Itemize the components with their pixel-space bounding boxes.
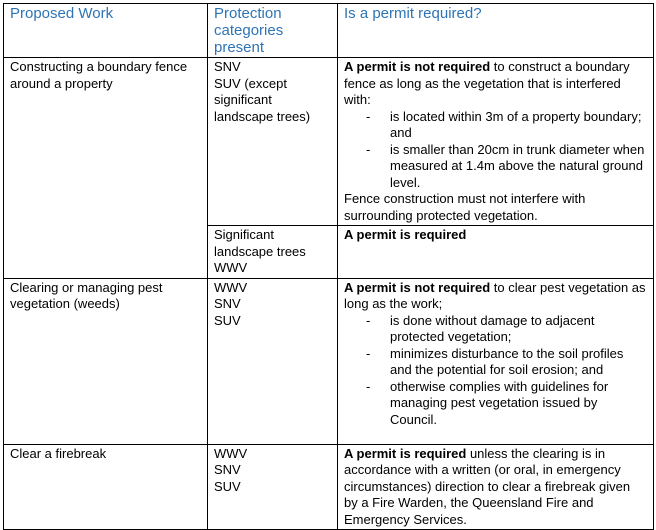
category-item: WWV: [214, 279, 248, 295]
condition-list: [344, 313, 647, 429]
permit-table: [3, 3, 654, 530]
permit-status: A permit is required: [344, 445, 467, 461]
header-permit-required: Is a permit required?: [338, 4, 654, 58]
permit-cell: [338, 444, 654, 530]
header-proposed-work: Proposed Work: [4, 4, 208, 58]
condition-item: [362, 109, 647, 142]
work-cell: [4, 58, 208, 279]
category-item: SNV: [214, 59, 241, 74]
condition-list: [344, 109, 647, 192]
table-row: [4, 278, 654, 444]
table-row: [4, 444, 654, 530]
permit-lead: [344, 59, 647, 109]
work-label: Clearing or managing pest vegetation (weeds): [10, 279, 163, 311]
work-cell: [4, 278, 208, 444]
dash-bullet: -: [366, 378, 371, 394]
condition-text: is smaller than 20cm in trunk diameter when measured at 1.4m above the natural ground level.: [390, 141, 645, 190]
condition-item: [362, 313, 647, 346]
category-item: SUV: [214, 478, 241, 494]
categories-cell: [208, 58, 338, 226]
table-header-row: [4, 4, 654, 58]
permit-status: A permit is not required: [344, 59, 491, 74]
work-cell: [4, 444, 208, 530]
permit-cell: [338, 58, 654, 226]
condition-text: otherwise complies with guidelines for managing pest vegetation issued by Council.: [390, 378, 609, 427]
category-item: SUV (except significant landscape trees): [214, 75, 311, 124]
permit-note: Fence construction must not interfere with surrounding protected vegetation.: [344, 191, 586, 223]
condition-text: is done without damage to adjacent protected vegetation;: [390, 312, 595, 344]
dash-bullet: -: [366, 312, 371, 328]
condition-text: minimizes disturbance to the soil profiles and the potential for soil erosion; and: [390, 345, 624, 377]
category-item: WWV: [214, 260, 248, 275]
table-row: [4, 58, 654, 226]
dash-bullet: -: [366, 345, 371, 361]
permit-lead: [344, 280, 647, 313]
header-protection-categories: Protection categories present: [208, 4, 338, 58]
categories-cell: [208, 444, 338, 530]
categories-cell: [208, 226, 338, 279]
permit-cell: [338, 226, 654, 279]
dash-bullet: -: [366, 108, 371, 124]
condition-item: [362, 379, 647, 429]
permit-condition: unless the clearing is in accordance with a written (or oral, in emergency circumstances) direction to clear a firebreak given by a Fire Warden, the Queensland Fire and Emergency Services.: [344, 445, 631, 527]
condition-item: [362, 142, 647, 192]
permit-status: A permit is required: [344, 227, 467, 242]
condition-item: [362, 346, 647, 379]
work-label: Clear a firebreak: [10, 445, 107, 461]
category-item: SNV: [214, 462, 241, 477]
permit-condition: to clear pest vegetation as long as the work;: [344, 279, 646, 311]
category-item: SUV: [214, 312, 241, 328]
condition-text: is located within 3m of a property boundary; and: [390, 108, 642, 140]
category-item: WWV: [214, 445, 248, 461]
category-item: SNV: [214, 296, 241, 311]
dash-bullet: -: [366, 141, 371, 157]
work-label: Constructing a boundary fence around a property: [10, 59, 188, 91]
permit-cell: [338, 278, 654, 444]
permit-status: A permit is not required: [344, 279, 491, 295]
categories-cell: [208, 278, 338, 444]
permit-condition: to construct a boundary fence as long as the vegetation that is interfered with:: [344, 59, 630, 107]
category-item: Significant landscape trees: [214, 227, 306, 259]
